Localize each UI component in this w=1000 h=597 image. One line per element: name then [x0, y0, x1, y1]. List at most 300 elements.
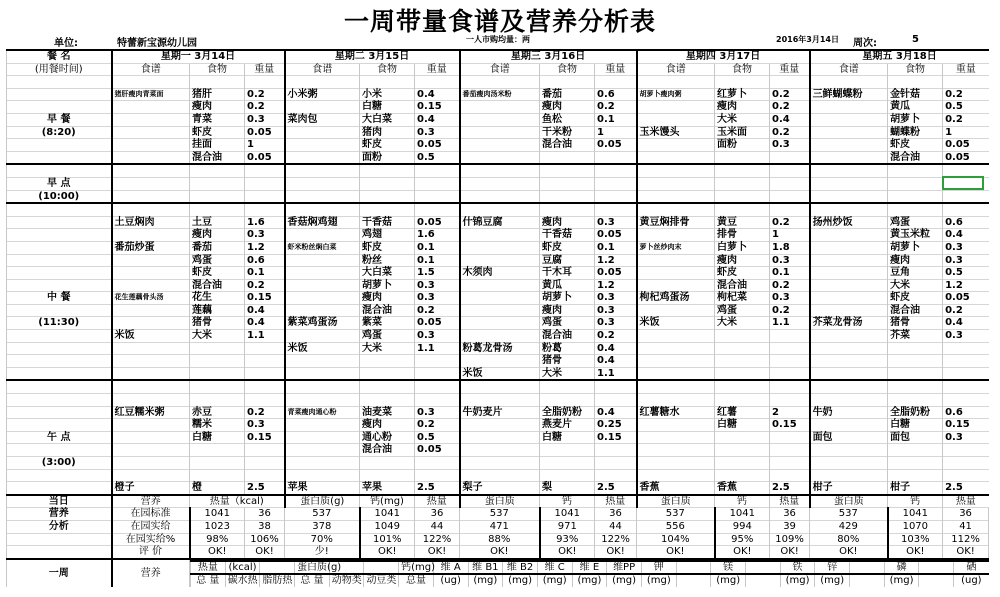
food-cell[interactable]: 鱼松: [540, 113, 595, 126]
food-cell[interactable]: 苹果: [360, 482, 415, 495]
food-cell[interactable]: [888, 444, 943, 457]
recipe-cell[interactable]: [637, 190, 715, 203]
weight-cell[interactable]: [245, 380, 285, 393]
nutrition-value[interactable]: 106%: [245, 533, 285, 546]
nutrition-value[interactable]: 36: [595, 508, 637, 521]
food-cell[interactable]: [888, 355, 943, 368]
recipe-cell[interactable]: [285, 355, 360, 368]
recipe-cell[interactable]: [112, 113, 190, 126]
nutrition-value[interactable]: 36: [245, 508, 285, 521]
weight-cell[interactable]: [770, 431, 810, 444]
food-cell[interactable]: 芥菜: [888, 330, 943, 343]
recipe-cell[interactable]: [810, 254, 888, 267]
food-cell[interactable]: [888, 164, 943, 177]
weight-cell[interactable]: 0.2: [415, 419, 460, 432]
weight-cell[interactable]: 0.6: [943, 216, 989, 229]
weight-cell[interactable]: [943, 342, 989, 355]
food-cell[interactable]: 胡萝卜: [360, 279, 415, 292]
meal-label[interactable]: [7, 254, 112, 267]
nutrition-value[interactable]: OK!: [360, 546, 415, 559]
weight-cell[interactable]: [245, 444, 285, 457]
weight-cell[interactable]: 0.2: [943, 304, 989, 317]
recipe-cell[interactable]: [112, 394, 190, 407]
food-cell[interactable]: 瘦肉: [715, 254, 770, 267]
recipe-cell[interactable]: [810, 394, 888, 407]
weight-cell[interactable]: [245, 469, 285, 482]
food-cell[interactable]: [360, 380, 415, 393]
nutrition-value[interactable]: 378: [285, 520, 360, 533]
nutrition-value[interactable]: 1041: [540, 508, 595, 521]
nutrition-row-label[interactable]: 评 价: [112, 546, 190, 559]
food-cell[interactable]: [715, 330, 770, 343]
food-cell[interactable]: [888, 190, 943, 203]
recipe-cell[interactable]: [285, 76, 360, 89]
food-cell[interactable]: 面粉: [360, 151, 415, 164]
weight-cell[interactable]: 0.3: [595, 304, 637, 317]
recipe-cell[interactable]: [460, 330, 540, 343]
food-cell[interactable]: 瘦肉: [190, 101, 245, 114]
weight-cell[interactable]: [595, 151, 637, 164]
nutrition-value[interactable]: 1023: [190, 520, 245, 533]
weight-cell[interactable]: 0.4: [245, 304, 285, 317]
meal-label[interactable]: [7, 406, 112, 419]
food-cell[interactable]: 虾皮: [360, 241, 415, 254]
selected-cell[interactable]: [942, 176, 984, 190]
food-cell[interactable]: 大米: [715, 317, 770, 330]
weight-cell[interactable]: 0.1: [595, 113, 637, 126]
food-cell[interactable]: [715, 164, 770, 177]
weight-cell[interactable]: 0.05: [943, 151, 989, 164]
food-cell[interactable]: 黄豆: [715, 216, 770, 229]
weight-cell[interactable]: [943, 190, 989, 203]
weight-cell[interactable]: 0.3: [770, 292, 810, 305]
food-cell[interactable]: [715, 342, 770, 355]
recipe-cell[interactable]: [285, 330, 360, 343]
recipe-cell[interactable]: [112, 367, 190, 380]
nutrition-value[interactable]: 1041: [190, 508, 245, 521]
meal-label[interactable]: [7, 88, 112, 101]
recipe-cell[interactable]: [810, 126, 888, 139]
recipe-cell[interactable]: [460, 419, 540, 432]
nutrition-row-label[interactable]: 在园标准: [112, 508, 190, 521]
food-cell[interactable]: [540, 444, 595, 457]
food-cell[interactable]: 番茄: [540, 88, 595, 101]
recipe-cell[interactable]: [460, 203, 540, 216]
food-cell[interactable]: [888, 380, 943, 393]
weight-cell[interactable]: 0.05: [415, 317, 460, 330]
weight-cell[interactable]: 0.3: [770, 139, 810, 152]
recipe-cell[interactable]: [460, 355, 540, 368]
food-cell[interactable]: 混合油: [540, 330, 595, 343]
recipe-cell[interactable]: 柑子: [810, 482, 888, 495]
food-cell[interactable]: [360, 164, 415, 177]
weight-cell[interactable]: 0.2: [245, 406, 285, 419]
recipe-cell[interactable]: 米饭: [285, 342, 360, 355]
weight-cell[interactable]: 0.1: [770, 267, 810, 280]
food-cell[interactable]: 豆角: [888, 267, 943, 280]
recipe-cell[interactable]: [285, 394, 360, 407]
meal-label[interactable]: 早 点: [7, 177, 112, 190]
weight-cell[interactable]: 0.15: [415, 101, 460, 114]
weight-cell[interactable]: [943, 457, 989, 470]
food-cell[interactable]: 金针菇: [888, 88, 943, 101]
food-cell[interactable]: [190, 457, 245, 470]
recipe-cell[interactable]: [637, 151, 715, 164]
weight-cell[interactable]: [415, 164, 460, 177]
weight-cell[interactable]: 0.3: [415, 292, 460, 305]
meal-label[interactable]: [7, 355, 112, 368]
nutrition-value[interactable]: 88%: [460, 533, 540, 546]
meal-label[interactable]: [7, 380, 112, 393]
recipe-cell[interactable]: 牛奶: [810, 406, 888, 419]
recipe-cell[interactable]: [460, 304, 540, 317]
weight-cell[interactable]: [770, 151, 810, 164]
recipe-cell[interactable]: [285, 457, 360, 470]
recipe-cell[interactable]: [112, 76, 190, 89]
food-cell[interactable]: [540, 380, 595, 393]
food-cell[interactable]: 黄瓜: [888, 101, 943, 114]
food-cell[interactable]: 大米: [360, 342, 415, 355]
recipe-cell[interactable]: [637, 469, 715, 482]
weight-cell[interactable]: [595, 444, 637, 457]
meal-label[interactable]: [7, 203, 112, 216]
recipe-cell[interactable]: [637, 342, 715, 355]
recipe-cell[interactable]: [810, 292, 888, 305]
recipe-cell[interactable]: [810, 76, 888, 89]
food-cell[interactable]: [540, 190, 595, 203]
recipe-cell[interactable]: [637, 457, 715, 470]
recipe-cell[interactable]: [810, 380, 888, 393]
weight-cell[interactable]: [415, 355, 460, 368]
weight-cell[interactable]: [770, 444, 810, 457]
food-cell[interactable]: 猪肉: [360, 126, 415, 139]
weight-cell[interactable]: 0.5: [943, 101, 989, 114]
recipe-cell[interactable]: 猪肝瘦肉青菜面: [112, 88, 190, 101]
weight-cell[interactable]: [595, 394, 637, 407]
food-cell[interactable]: [715, 190, 770, 203]
nutrition-value[interactable]: 101%: [360, 533, 415, 546]
food-cell[interactable]: 瘦肉: [540, 101, 595, 114]
meal-label[interactable]: [7, 279, 112, 292]
weight-cell[interactable]: [245, 177, 285, 190]
food-cell[interactable]: [540, 76, 595, 89]
food-cell[interactable]: [360, 203, 415, 216]
meal-label[interactable]: [7, 267, 112, 280]
weight-cell[interactable]: [595, 190, 637, 203]
weight-cell[interactable]: [415, 203, 460, 216]
weight-cell[interactable]: [770, 190, 810, 203]
recipe-cell[interactable]: [285, 279, 360, 292]
food-cell[interactable]: [888, 342, 943, 355]
weight-cell[interactable]: 0.4: [943, 229, 989, 242]
food-cell[interactable]: 虾皮: [540, 241, 595, 254]
recipe-cell[interactable]: [112, 126, 190, 139]
recipe-cell[interactable]: [460, 151, 540, 164]
nutrition-row-label[interactable]: 在园实给: [112, 520, 190, 533]
nutrition-value[interactable]: 36: [943, 508, 989, 521]
food-cell[interactable]: [190, 394, 245, 407]
recipe-cell[interactable]: 粉葛龙骨汤: [460, 342, 540, 355]
weight-cell[interactable]: 0.15: [245, 292, 285, 305]
weight-cell[interactable]: 0.05: [415, 444, 460, 457]
recipe-cell[interactable]: [637, 444, 715, 457]
food-cell[interactable]: [715, 151, 770, 164]
weight-cell[interactable]: 2.5: [943, 482, 989, 495]
recipe-cell[interactable]: 橙子: [112, 482, 190, 495]
weight-cell[interactable]: 0.3: [245, 419, 285, 432]
weight-cell[interactable]: 0.6: [245, 254, 285, 267]
weight-cell[interactable]: 1.2: [595, 279, 637, 292]
nutrition-value[interactable]: 98%: [190, 533, 245, 546]
food-cell[interactable]: [540, 394, 595, 407]
weight-cell[interactable]: [770, 355, 810, 368]
food-cell[interactable]: [360, 76, 415, 89]
recipe-cell[interactable]: [637, 419, 715, 432]
weight-cell[interactable]: 2.5: [415, 482, 460, 495]
weight-cell[interactable]: 1: [245, 139, 285, 152]
recipe-cell[interactable]: [637, 380, 715, 393]
recipe-cell[interactable]: [810, 444, 888, 457]
weight-cell[interactable]: 0.2: [595, 101, 637, 114]
weight-cell[interactable]: 0.3: [245, 113, 285, 126]
food-cell[interactable]: 混合油: [888, 151, 943, 164]
recipe-cell[interactable]: 米饭: [460, 367, 540, 380]
recipe-cell[interactable]: [285, 164, 360, 177]
recipe-cell[interactable]: 紫菜鸡蛋汤: [285, 317, 360, 330]
food-cell[interactable]: 白糖: [888, 419, 943, 432]
meal-label[interactable]: [7, 469, 112, 482]
weight-cell[interactable]: [245, 457, 285, 470]
food-cell[interactable]: [190, 469, 245, 482]
weight-cell[interactable]: 0.4: [943, 317, 989, 330]
weight-cell[interactable]: 0.3: [943, 431, 989, 444]
weight-cell[interactable]: 0.4: [415, 88, 460, 101]
nutrition-value[interactable]: 104%: [637, 533, 715, 546]
food-cell[interactable]: 白糖: [540, 431, 595, 444]
food-cell[interactable]: [360, 457, 415, 470]
food-cell[interactable]: 玉米面: [715, 126, 770, 139]
weight-cell[interactable]: [943, 203, 989, 216]
weight-cell[interactable]: 1.2: [245, 241, 285, 254]
meal-label[interactable]: [7, 304, 112, 317]
weight-cell[interactable]: 0.05: [595, 267, 637, 280]
weight-cell[interactable]: [943, 469, 989, 482]
food-cell[interactable]: [190, 177, 245, 190]
meal-label[interactable]: 中 餐: [7, 292, 112, 305]
food-cell[interactable]: 胡萝卜: [888, 241, 943, 254]
meal-label[interactable]: [7, 330, 112, 343]
food-cell[interactable]: 混合油: [190, 151, 245, 164]
nutrition-value[interactable]: 994: [715, 520, 770, 533]
recipe-cell[interactable]: [460, 317, 540, 330]
recipe-cell[interactable]: [810, 190, 888, 203]
recipe-cell[interactable]: 扬州炒饭: [810, 216, 888, 229]
food-cell[interactable]: [715, 380, 770, 393]
weight-cell[interactable]: [770, 367, 810, 380]
weight-cell[interactable]: 0.1: [245, 267, 285, 280]
meal-label[interactable]: (11:30): [7, 317, 112, 330]
recipe-cell[interactable]: [285, 431, 360, 444]
recipe-cell[interactable]: [285, 151, 360, 164]
food-cell[interactable]: 瘦肉: [715, 101, 770, 114]
food-cell[interactable]: [888, 457, 943, 470]
recipe-cell[interactable]: 虾米粉丝焖白菜: [285, 241, 360, 254]
food-cell[interactable]: 小米: [360, 88, 415, 101]
food-cell[interactable]: [360, 355, 415, 368]
nutrition-value[interactable]: 少!: [285, 546, 360, 559]
recipe-cell[interactable]: [112, 355, 190, 368]
weight-cell[interactable]: 0.4: [595, 342, 637, 355]
food-cell[interactable]: 全脂奶粉: [888, 406, 943, 419]
food-cell[interactable]: 大白菜: [360, 113, 415, 126]
recipe-cell[interactable]: [112, 229, 190, 242]
weight-cell[interactable]: 0.3: [943, 241, 989, 254]
recipe-cell[interactable]: [637, 267, 715, 280]
nutrition-value[interactable]: OK!: [810, 546, 888, 559]
nutrition-value[interactable]: 1070: [888, 520, 943, 533]
food-cell[interactable]: 糯米: [190, 419, 245, 432]
food-cell[interactable]: 燕麦片: [540, 419, 595, 432]
weight-cell[interactable]: 0.2: [245, 101, 285, 114]
food-cell[interactable]: [540, 177, 595, 190]
weight-cell[interactable]: [415, 177, 460, 190]
weight-cell[interactable]: 0.2: [770, 126, 810, 139]
weight-cell[interactable]: 1.1: [595, 367, 637, 380]
recipe-cell[interactable]: 萝卜丝炒肉末: [637, 241, 715, 254]
recipe-cell[interactable]: 什锦豆腐: [460, 216, 540, 229]
meal-label[interactable]: [7, 229, 112, 242]
recipe-cell[interactable]: [637, 139, 715, 152]
food-cell[interactable]: [715, 457, 770, 470]
recipe-cell[interactable]: [460, 431, 540, 444]
food-cell[interactable]: [540, 203, 595, 216]
nutrition-value[interactable]: 122%: [415, 533, 460, 546]
food-cell[interactable]: [540, 151, 595, 164]
recipe-cell[interactable]: 牛奶麦片: [460, 406, 540, 419]
recipe-cell[interactable]: [810, 241, 888, 254]
nutrition-value[interactable]: 556: [637, 520, 715, 533]
weight-cell[interactable]: 0.2: [415, 304, 460, 317]
nutrition-value[interactable]: OK!: [888, 546, 943, 559]
recipe-cell[interactable]: [112, 342, 190, 355]
weight-cell[interactable]: 2.5: [770, 482, 810, 495]
food-cell[interactable]: 猪骨: [540, 355, 595, 368]
recipe-cell[interactable]: [810, 355, 888, 368]
recipe-cell[interactable]: [112, 164, 190, 177]
weight-cell[interactable]: 0.4: [595, 406, 637, 419]
weight-cell[interactable]: 0.3: [943, 254, 989, 267]
nutrition-value[interactable]: OK!: [595, 546, 637, 559]
food-cell[interactable]: 混合油: [715, 279, 770, 292]
weight-cell[interactable]: 0.3: [595, 292, 637, 305]
weight-cell[interactable]: 0.05: [415, 216, 460, 229]
recipe-cell[interactable]: [112, 380, 190, 393]
recipe-cell[interactable]: [460, 177, 540, 190]
recipe-cell[interactable]: [285, 126, 360, 139]
food-cell[interactable]: 胡萝卜: [888, 113, 943, 126]
recipe-cell[interactable]: [460, 457, 540, 470]
weight-cell[interactable]: 0.5: [415, 431, 460, 444]
weight-cell[interactable]: 0.15: [245, 431, 285, 444]
food-cell[interactable]: 干香菇: [540, 229, 595, 242]
recipe-cell[interactable]: [112, 419, 190, 432]
food-cell[interactable]: 大米: [715, 113, 770, 126]
nutrition-value[interactable]: OK!: [415, 546, 460, 559]
recipe-cell[interactable]: [810, 164, 888, 177]
recipe-cell[interactable]: [810, 279, 888, 292]
weight-cell[interactable]: [415, 394, 460, 407]
recipe-cell[interactable]: [637, 367, 715, 380]
weight-cell[interactable]: 1.8: [770, 241, 810, 254]
weight-cell[interactable]: [245, 76, 285, 89]
food-cell[interactable]: 鸡蛋: [360, 330, 415, 343]
recipe-cell[interactable]: [460, 76, 540, 89]
food-cell[interactable]: 虾皮: [715, 267, 770, 280]
recipe-cell[interactable]: [112, 469, 190, 482]
recipe-cell[interactable]: [460, 469, 540, 482]
nutrition-value[interactable]: 1041: [360, 508, 415, 521]
recipe-cell[interactable]: [460, 229, 540, 242]
weight-cell[interactable]: [770, 76, 810, 89]
weight-cell[interactable]: [943, 394, 989, 407]
food-cell[interactable]: [190, 190, 245, 203]
food-cell[interactable]: 瘦肉: [540, 304, 595, 317]
food-cell[interactable]: 通心粉: [360, 431, 415, 444]
food-cell[interactable]: 混合油: [888, 304, 943, 317]
weight-cell[interactable]: 0.2: [245, 279, 285, 292]
food-cell[interactable]: [190, 342, 245, 355]
recipe-cell[interactable]: [112, 203, 190, 216]
recipe-cell[interactable]: [460, 241, 540, 254]
food-cell[interactable]: [190, 76, 245, 89]
recipe-cell[interactable]: 番茄瘦肉汤米粉: [460, 88, 540, 101]
food-cell[interactable]: 红薯: [715, 406, 770, 419]
recipe-cell[interactable]: 红薯糖水: [637, 406, 715, 419]
weight-cell[interactable]: 0.1: [415, 241, 460, 254]
weight-cell[interactable]: 0.05: [245, 151, 285, 164]
weight-cell[interactable]: 1.6: [245, 216, 285, 229]
food-cell[interactable]: [715, 444, 770, 457]
nutrition-value[interactable]: 429: [810, 520, 888, 533]
recipe-cell[interactable]: [112, 139, 190, 152]
weight-cell[interactable]: [770, 342, 810, 355]
recipe-cell[interactable]: 苹果: [285, 482, 360, 495]
weight-cell[interactable]: 2: [770, 406, 810, 419]
weight-cell[interactable]: 1: [770, 229, 810, 242]
weight-cell[interactable]: [943, 76, 989, 89]
recipe-cell[interactable]: [637, 355, 715, 368]
recipe-cell[interactable]: [460, 190, 540, 203]
weight-cell[interactable]: 0.2: [943, 113, 989, 126]
recipe-cell[interactable]: [285, 139, 360, 152]
food-cell[interactable]: 土豆: [190, 216, 245, 229]
food-cell[interactable]: 豆腐: [540, 254, 595, 267]
recipe-cell[interactable]: [285, 190, 360, 203]
food-cell[interactable]: 红萝卜: [715, 88, 770, 101]
weight-cell[interactable]: 0.4: [595, 355, 637, 368]
meal-label[interactable]: (3:00): [7, 457, 112, 470]
weight-cell[interactable]: 0.25: [595, 419, 637, 432]
weight-cell[interactable]: [595, 76, 637, 89]
food-cell[interactable]: [190, 367, 245, 380]
recipe-cell[interactable]: [637, 254, 715, 267]
food-cell[interactable]: 鸡蛋: [888, 216, 943, 229]
recipe-cell[interactable]: [637, 113, 715, 126]
food-cell[interactable]: 大米: [190, 330, 245, 343]
food-cell[interactable]: [540, 164, 595, 177]
weight-cell[interactable]: 1.1: [770, 317, 810, 330]
food-cell[interactable]: 瘦肉: [360, 292, 415, 305]
